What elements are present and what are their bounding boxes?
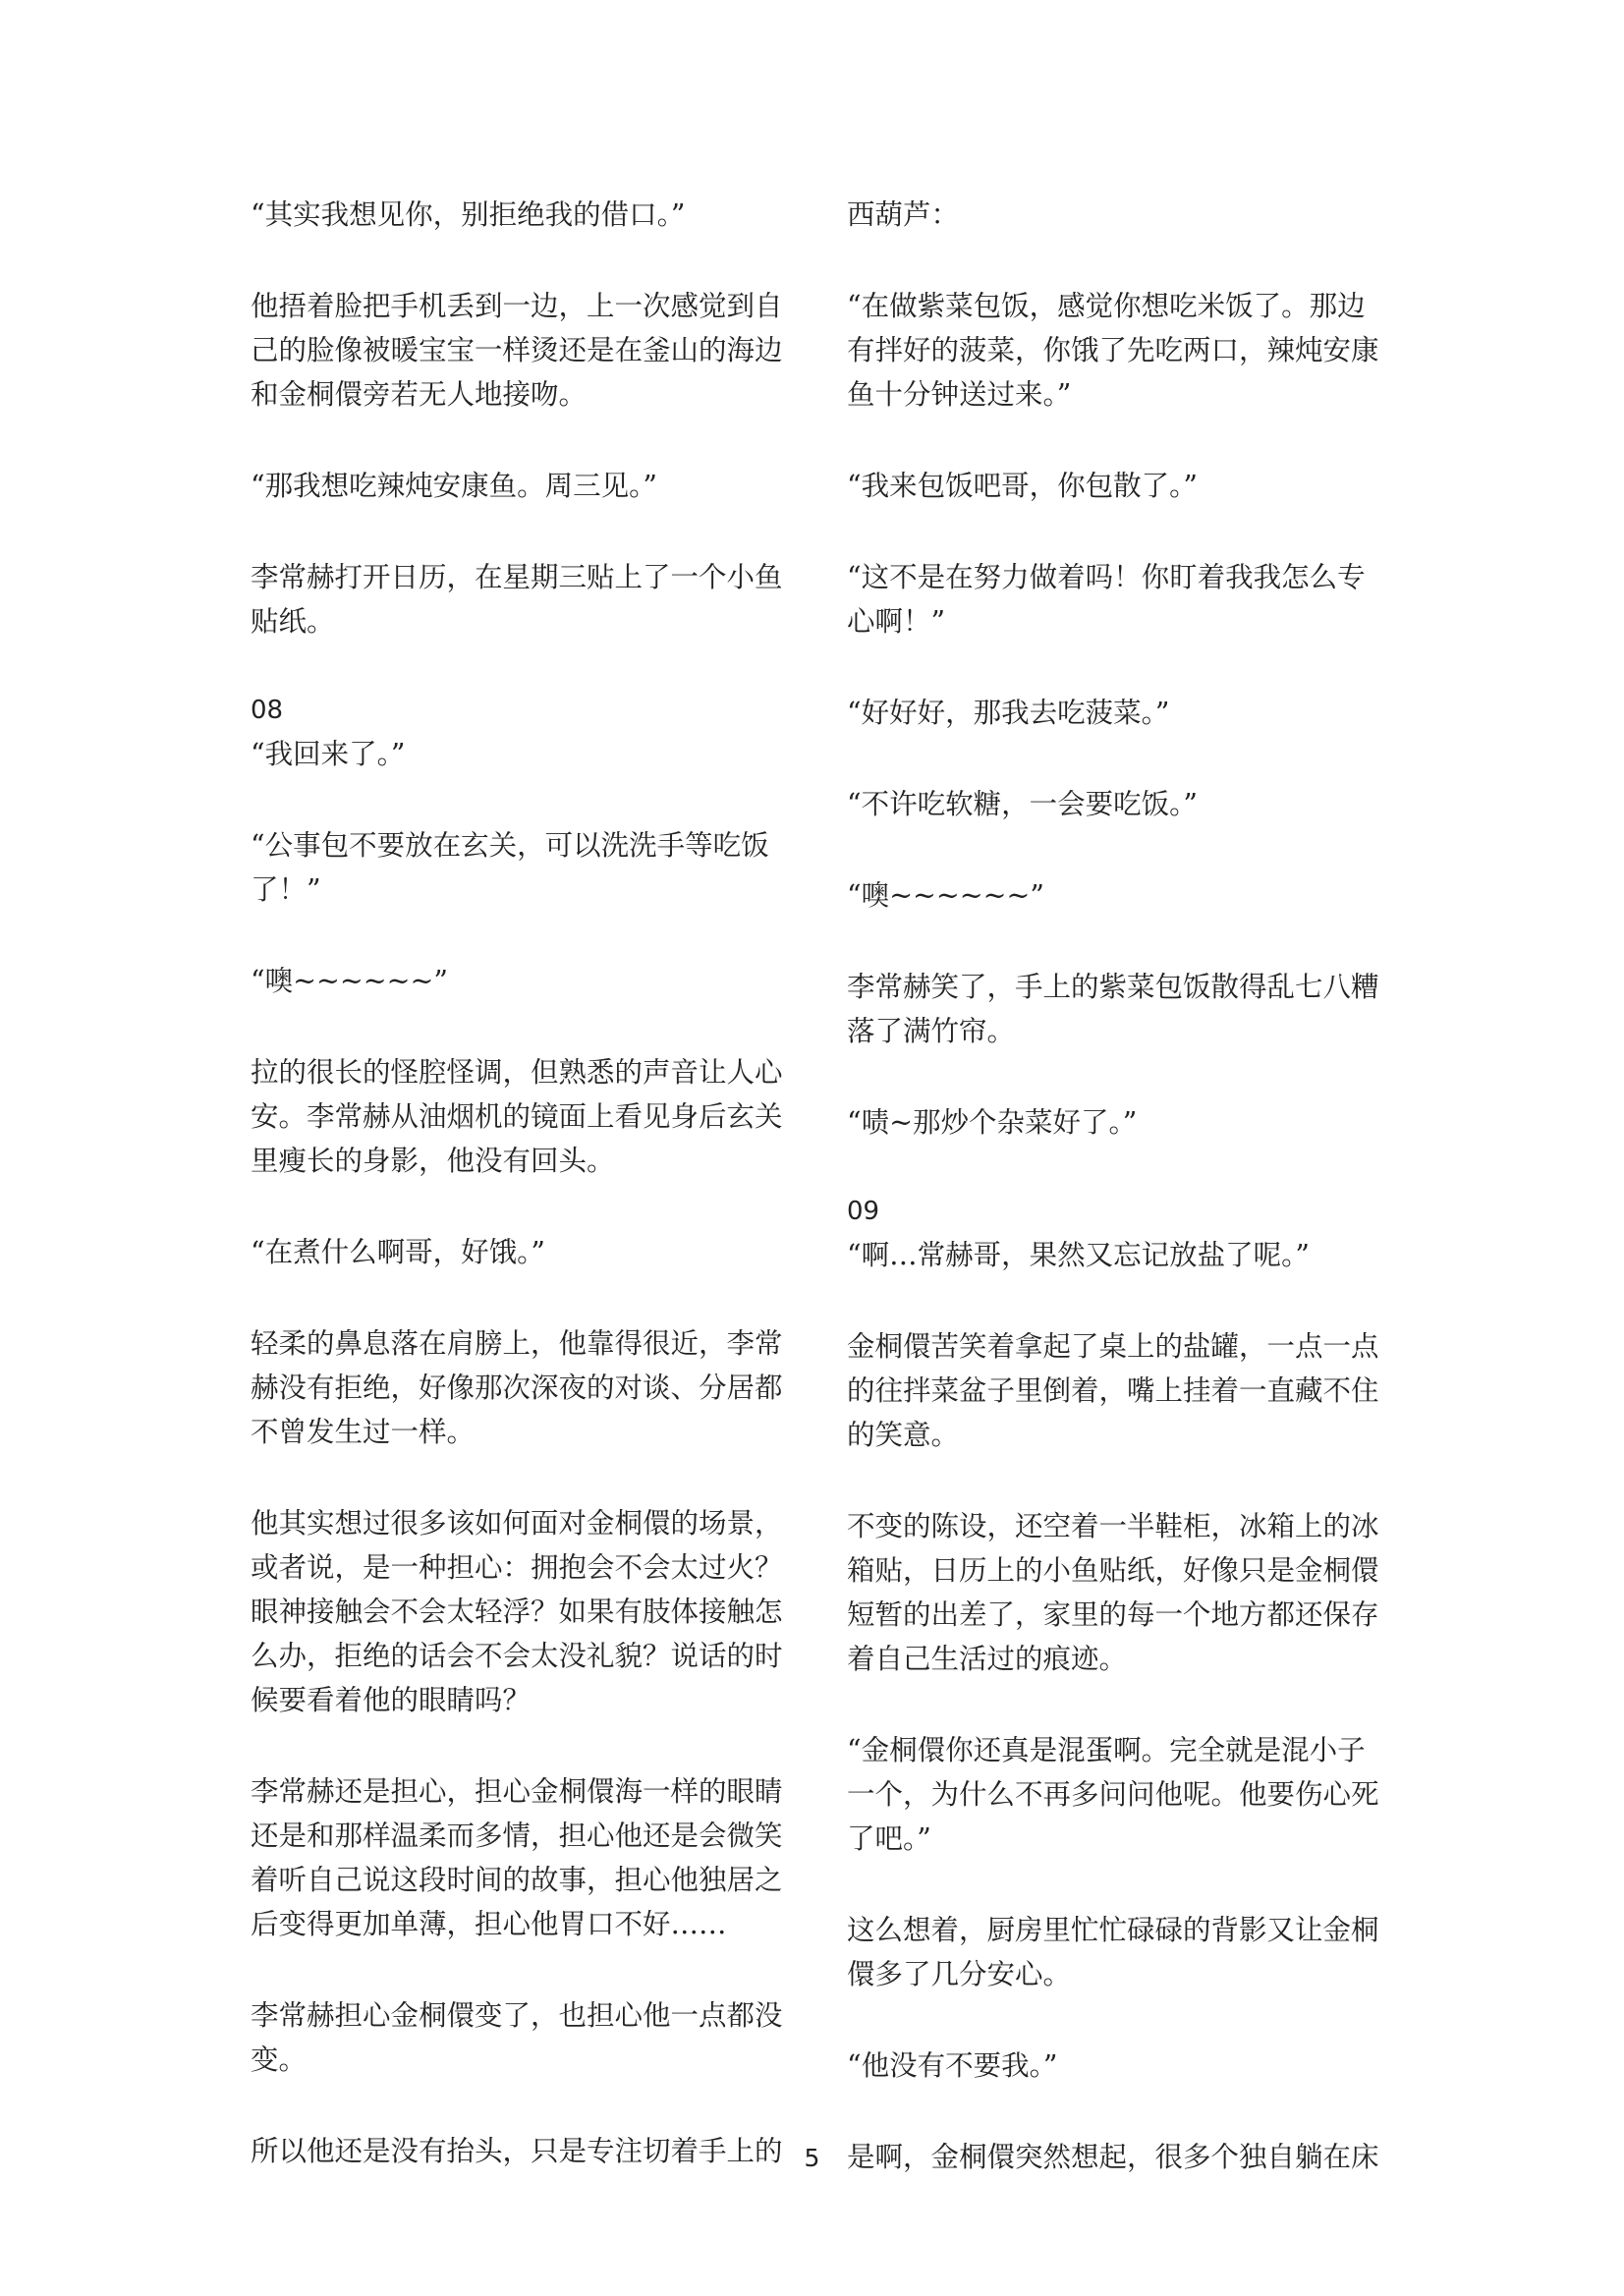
paragraph: “噢~~~~~~” [251, 965, 448, 997]
paragraph: 轻柔的鼻息落在肩膀上，他靠得很近，李常赫没有拒绝，好像那次深夜的对谈、分居都不曾发生过一样。 [251, 1327, 783, 1448]
paragraph: “噢~~~~~~” [847, 879, 1044, 912]
left-column [251, 193, 796, 2173]
paragraph: “那我想吃辣炖安康鱼。周三见。” [251, 470, 657, 502]
paragraph: “好好好，那我去吃菠菜。” [847, 697, 1170, 729]
paragraph: 拉的很长的怪腔怪调，但熟悉的声音让人心安。李常赫从油烟机的镜面上看见身后玄关里瘦长的身影，他没有回头。 [251, 1056, 783, 1177]
paragraph: “不许吃软糖，一会要吃饭。” [847, 788, 1198, 820]
paragraph: 他其实想过很多该如何面对金桐儇的场景，或者说，是一种担心：拥抱会不会太过火？眼神接触会不会太轻浮？如果有肢体接触怎么办，拒绝的话会不会太没礼貌？说话的时候要看着他的眼睛吗？ [251, 1507, 783, 1716]
paragraph: 西葫芦： [847, 198, 960, 231]
paragraph: 所以他还是没有抬头，只是专注切着手上的 [251, 2135, 783, 2167]
paragraph: 不变的陈设，还空着一半鞋柜，冰箱上的冰箱贴，日历上的小鱼贴纸，好像只是金桐儇短暂的出差了，家里的每一个地方都还保存着自己生活过的痕迹。 [847, 1510, 1379, 1675]
section-number: 08 [251, 696, 284, 725]
paragraph: “金桐儇你还真是混蛋啊。完全就是混小子一个，为什么不再多问问他呢。他要伤心死了吧。” [847, 1734, 1379, 1855]
right-column [847, 193, 1392, 2179]
paragraph: “在煮什么啊哥，好饿。” [251, 1236, 545, 1268]
paragraph: “啊…常赫哥，果然又忘记放盐了呢。” [847, 1239, 1310, 1271]
paragraph: 这么想着，厨房里忙忙碌碌的背影又让金桐儇多了几分安心。 [847, 1914, 1379, 1990]
paragraph: “公事包不要放在玄关，可以洗洗手等吃饭了！” [251, 829, 769, 906]
paragraph: “我来包饭吧哥，你包散了。” [847, 470, 1198, 502]
paragraph: “这不是在努力做着吗！你盯着我我怎么专心啊！” [847, 561, 1366, 638]
paragraph: “啧~那炒个杂菜好了。” [847, 1106, 1138, 1139]
paragraph: “在做紫菜包饭，感觉你想吃米饭了。那边有拌好的菠菜，你饿了先吃两口，辣炖安康鱼十分钟送过来。” [847, 290, 1379, 411]
paragraph: 他捂着脸把手机丢到一边，上一次感觉到自己的脸像被暖宝宝一样烫还是在釜山的海边和金桐儇旁若无人地接吻。 [251, 290, 783, 411]
paragraph: 是啊，金桐儇突然想起，很多个独自躺在床 [847, 2141, 1379, 2173]
paragraph: 李常赫担心金桐儇变了，也担心他一点都没变。 [251, 1999, 783, 2076]
page-number: 5 [804, 2144, 820, 2172]
paragraph: “其实我想见你，别拒绝我的借口。” [251, 198, 686, 231]
paragraph: 金桐儇苦笑着拿起了桌上的盐罐，一点一点的往拌菜盆子里倒着，嘴上挂着一直藏不住的笑意。 [847, 1330, 1379, 1451]
paragraph: 李常赫打开日历，在星期三贴上了一个小鱼贴纸。 [251, 561, 783, 638]
paragraph: 李常赫还是担心，担心金桐儇海一样的眼睛还是和那样温柔而多情，担心他还是会微笑着听自己说这段时间的故事，担心他独居之后变得更加单薄，担心他胃口不好…… [251, 1775, 783, 1940]
paragraph: 李常赫笑了，手上的紫菜包饭散得乱七八糟落了满竹帘。 [847, 971, 1379, 1047]
paragraph: “他没有不要我。” [847, 2049, 1058, 2082]
section-number: 09 [847, 1197, 880, 1226]
paragraph: “我回来了。” [251, 738, 406, 770]
